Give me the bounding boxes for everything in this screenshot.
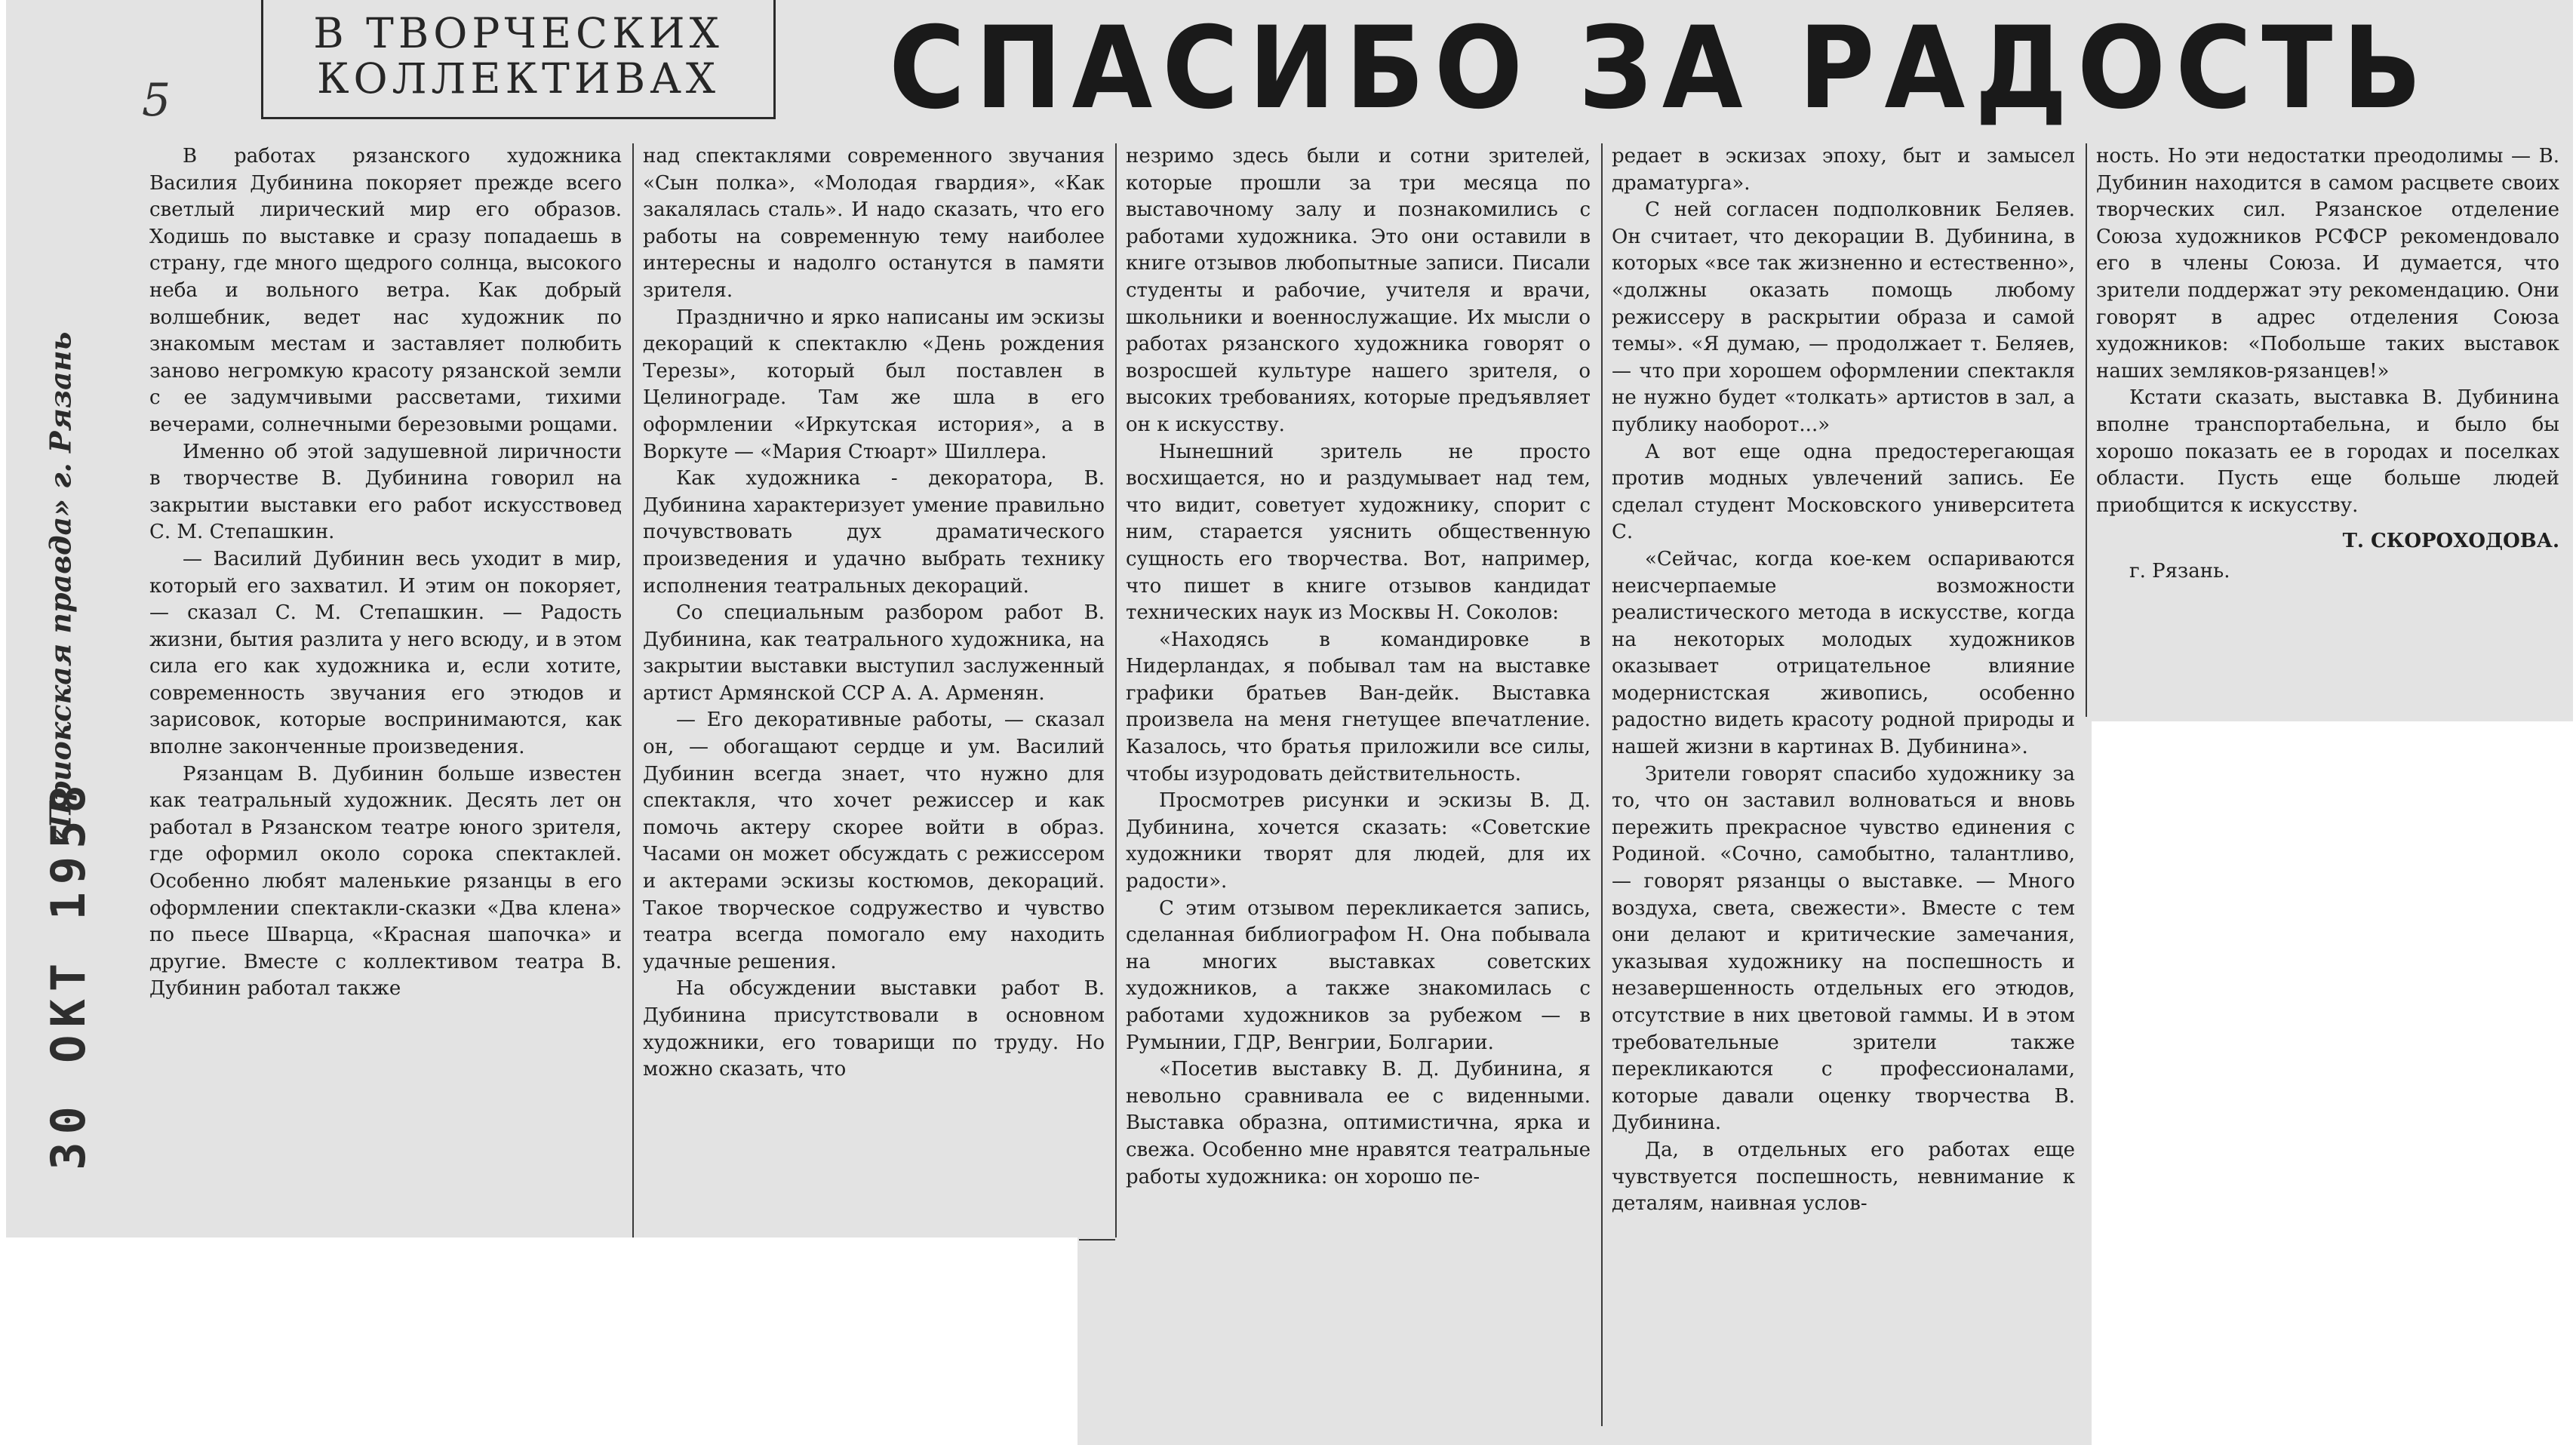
paragraph: Просмотрев рисунки и эскизы В. Д. Дубинина, хочется сказать: «Советские художники творят для людей, для их радости». xyxy=(1126,789,1591,893)
paragraph: — Его декоративные работы, — сказал он, — обогащают сердце и ум. Василий Дубинин всегда знает, что нужно для спектакля, что хочет режиссер и как помочь актеру скорее войти в образ. Часами он может обсуждать с режиссером и актерами эскизы костюмов, декораций. Такое творческое содружество и чувство театра всегда помогало ему находить удачные решения. xyxy=(643,709,1105,973)
date-stamp xyxy=(38,776,98,1170)
paragraph: Именно об этой задушевной лиричности в творчестве В. Дубинина говорил на закрытии выставки его работ искусствовед С. М. Степашкин. xyxy=(149,440,622,544)
paragraph: незримо здесь были и сотни зрителей, которые прошли за три месяца по выставочному залу и познакомились с работами художника. Это они оставили в книге отзывов любопытные записи. Писали студенты и рабочие, учителя и врачи, школьники и военнослужащие. Их мысли о работах рязанского художника говорят о возросшей культуре нашего зрителя, о высоких требованиях, которые предъявляет он к искусству. xyxy=(1126,145,1591,436)
paragraph: над спектаклями современного звучания «Сын полка», «Молодая гвардия», «Как закалялась сталь». И надо сказать, что его работы на современную тему наиболее интересны и надолго останутся в памяти зрителя. xyxy=(643,145,1105,302)
paragraph: На обсуждении выставки работ В. Дубинина присутствовали в основном художники, его товарищи по труду. Но можно сказать, что xyxy=(643,977,1105,1081)
paragraph: В работах рязанского художника Василия Дубинина покоряет прежде всего светлый лирический мир его образов. Ходишь по выставке и сразу попадаешь в страну, где много щедрого солнца, высокого неба и вольного ветра. Как добрый волшебник, ведет нас художник по знакомым местам и заставляет полюбить заново негромкую красоту рязанской земли с ее задумчивыми рассветами, тихими вечерами, солнечными березовыми рощами. xyxy=(149,145,622,436)
author-location: г. Рязань. xyxy=(2129,559,2230,583)
paragraph: ность. Но эти недостатки преодолимы — В. Дубинин находится в самом расцвете своих творческих сил. Рязанское отделение Союза художников РСФСР рекомендовало его в члены Союза. И думается, что зрители поддержат эту рекомендацию. Они говорят в адрес отделения Союза художников: «Побольше таких выставок наших земляков-рязанцев!» xyxy=(2096,145,2559,383)
paragraph: «Посетив выставку В. Д. Дубинина, я невольно сравнивала ее с виденными. Выставка образна, оптимистична, ярка и свежа. Особенно мне нравятся театральные работы художника: он хорошо пе- xyxy=(1126,1058,1591,1188)
column-rule xyxy=(1601,143,1603,1426)
handwritten-mark: 5 xyxy=(142,74,171,127)
column-rule xyxy=(1079,1239,1115,1241)
paragraph: С этим отзывом перекликается запись, сделанная библиографом Н. Она побывала на многих выставках советских художников, а также знакомилась с работами художников за рубежом — в Румынии, ГДР, Венгрии, Болгарии. xyxy=(1126,896,1591,1054)
section-rubric xyxy=(261,0,776,119)
headline: СПАСИБО ЗА РАДОСТЬ xyxy=(889,3,2432,134)
paragraph: редает в эскизах эпоху, быт и замысел драматурга». xyxy=(1612,145,2075,195)
source-stamp-text: «Приокская правда» г. Рязань xyxy=(43,331,78,846)
paragraph: Да, в отдельных его работах еще чувствуется поспешность, невнимание к деталям, наивная услов- xyxy=(1612,1138,2075,1216)
paragraph: Кстати сказать, выставка В. Дубинина вполне транспортабельна, и было бы хорошо показать ее в городах и поселках области. Пусть еще больше людей приобщится к искусству. xyxy=(2096,386,2559,517)
blank-area xyxy=(6,1237,1077,1445)
paragraph: «Находясь в командировке в Нидерландах, я побывал там на выставке графики братьев Ван-дейк. Выставка произвела на меня гнетущее впечатление. Казалось, что братья приложили все силы, чтобы изуродовать действительность. xyxy=(1126,628,1591,786)
column-rule xyxy=(2086,143,2087,717)
article-column-5 xyxy=(2096,143,2559,717)
paragraph: Нынешний зритель не просто восхищается, но и раздумывает над тем, что видит, советует художнику, спорит с ним, старается уяснить общественную сущность его творчества. Вот, например, что пишет в книге отзывов кандидат технических наук из Москвы Н. Соколов: xyxy=(1126,440,1591,625)
article-column-3 xyxy=(1126,143,1591,1426)
rubric-line: КОЛЛЕКТИВАХ xyxy=(316,54,721,103)
paragraph: А вот еще одна предостерегающая против модных увлечений запись. Ее сделал студент Московского университета С. xyxy=(1612,440,2075,544)
article-column-1 xyxy=(149,143,622,1222)
author-signature: Т. СКОРОХОДОВА. xyxy=(2342,530,2559,553)
rubric-line: В ТВОРЧЕСКИХ xyxy=(313,9,724,57)
source-stamp xyxy=(30,331,91,846)
paragraph: — Василий Дубинин весь уходит в мир, который его захватил. И этим он покоряет, — сказал С. М. Степашкин. — Радость жизни, бытия разлита у него всюду, и в этом сила его как художника и, если хотите, современность звучания его этюдов и зарисовок, которые воспринимаются, как вполне законченные произведения. xyxy=(149,547,622,759)
column-rule xyxy=(632,143,634,1237)
paragraph: «Сейчас, когда кое-кем оспариваются неисчерпаемые возможности реалистического метода в искусстве, когда на некоторых молодых художников оказывает отрицательное влияние модернистская живопись, особенно радостно видеть красоту родной природы и нашей жизни в картинах В. Дубинина». xyxy=(1612,547,2075,759)
article-column-2 xyxy=(643,143,1105,1222)
paragraph: Рязанцам В. Дубинин больше известен как театральный художник. Десять лет он работал в Рязанском театре юного зрителя, где оформил около сорока спектаклей. Особенно любят маленькие рязанцы в его оформлении спектакли-сказки «Два клена» по пьесе Шварца, «Красная шапочка» и другие. Вместе с коллективом театра В. Дубинин работал также xyxy=(149,762,622,1001)
date-stamp-text: 30 ОКТ 1958 xyxy=(40,776,96,1170)
paragraph: Зрители говорят спасибо художнику за то, что он заставил волноваться и вновь пережить прекрасное чувство единения с Родиной. «Сочно, самобытно, талантливо, — говорят рязанцы о выставке. — Много воздуха, света, свежести». Вместе с тем они делают и критические замечания, указывая художнику на поспешность и незавершенность отдельных его этюдов, отсутствие в них цветовой гаммы. И в этом требовательные зрители также перекликаются с профессионалами, которые давали оценку творчества В. Дубинина. xyxy=(1612,762,2075,1135)
paragraph: Как художника - декоратора, В. Дубинина характеризует умение правильно почувствовать дух драматического произведения и удачно выбрать технику исполнения театральных декораций. xyxy=(643,467,1105,598)
blank-area xyxy=(2092,721,2573,1445)
paragraph: С ней согласен подполковник Беляев. Он считает, что декорации В. Дубинина, в которых «все так жизненно и естественно», «должны оказать помощь любому режиссеру в раскрытии образа и самой темы». «Я думаю, — продолжает т. Беляев, — что при хорошем оформлении спектакля не нужно будет «толкать» артистов в зал, а публику наоборот...» xyxy=(1612,198,2075,436)
paragraph: Празднично и ярко написаны им эскизы декораций к спектаклю «День рождения Терезы», который был поставлен в Целинограде. Там же шла в его оформлении «Иркутская история», а в Воркуте — «Мария Стюарт» Шиллера. xyxy=(643,306,1105,463)
column-rule xyxy=(1115,143,1117,1237)
article-column-4 xyxy=(1612,143,2075,1426)
paragraph: Со специальным разбором работ В. Дубинина, как театрального художника, на закрытии выставки выступил заслуженный артист Армянской ССР А. А. Арменян. xyxy=(643,601,1105,705)
